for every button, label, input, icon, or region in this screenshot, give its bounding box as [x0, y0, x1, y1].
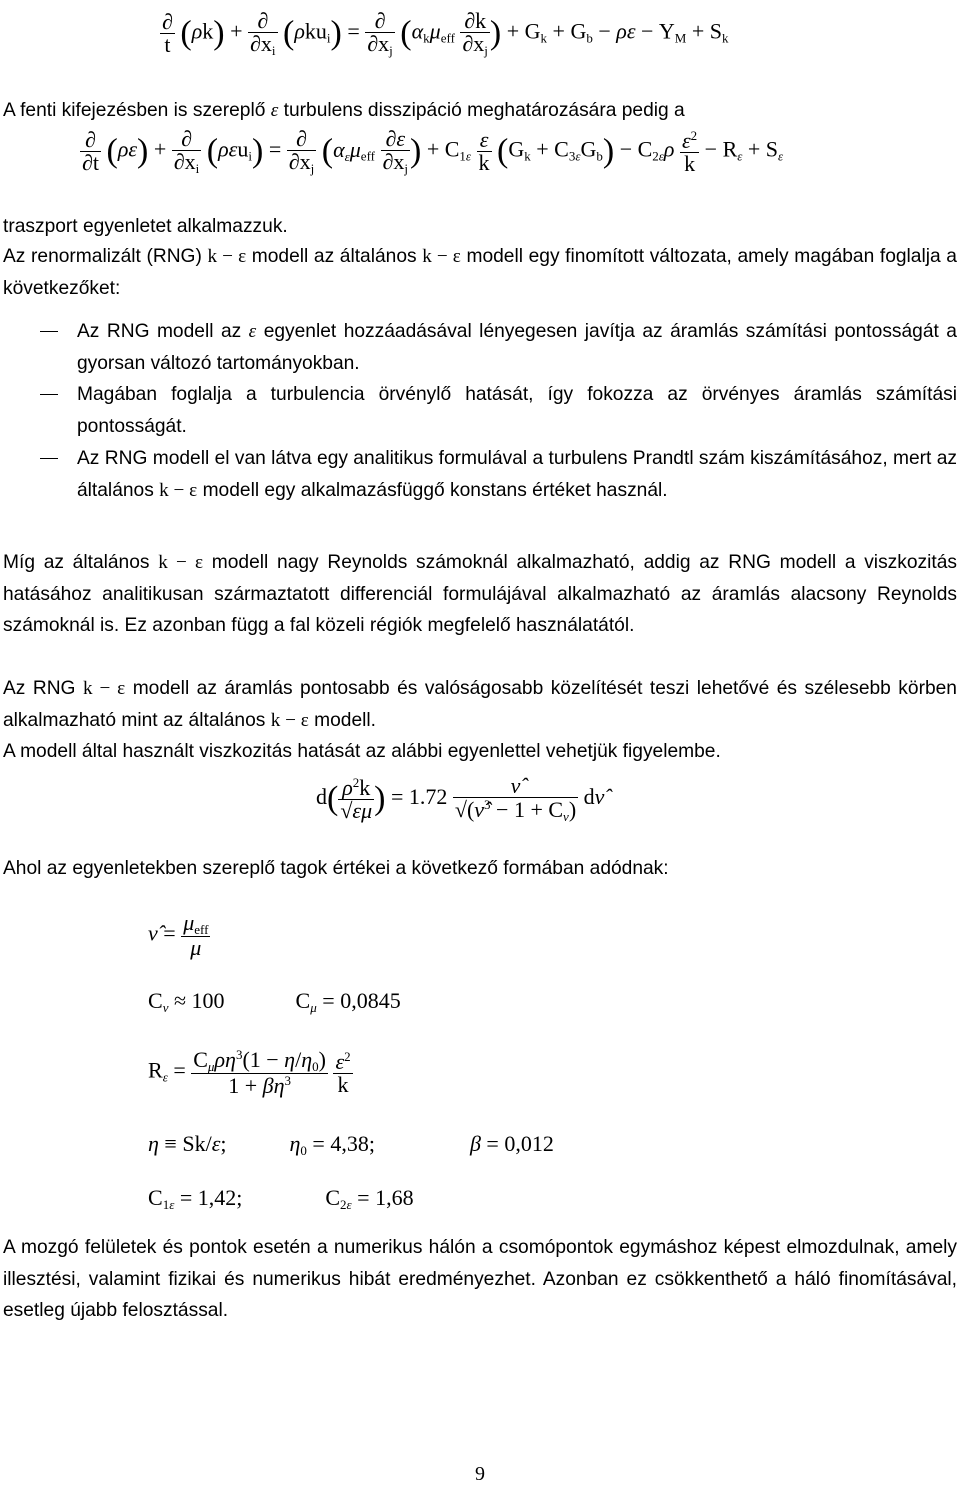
bullet-item-2: Magában foglalja a turbulencia örvénylő hatását, így fokozza az örvényes áramlás számítási pontosságát.: [77, 384, 957, 437]
def-nu-hat: ν̂ = $\frac{\mu_{eff}}{\mu}$: [148, 910, 209, 960]
equation-epsilon-transport: $\frac{\partial}{\partial t}$ (ρε) + $\frac{\partial}{\partial x_i}$ (ρεu$_i$) = $\frac{\partial}{\partial x_j}$ ($\alpha_\varepsilon\mu_{eff}$ $\frac{\partial\varepsilon}{\partial x_j}$ ) + $C_{1\varepsilon}$ $\frac{\varepsilon}{k}$ $(G_k + C_{3\varepsilon}G_b) - C_{2\varepsilon}\rho$ $\frac{\varepsilon^2}{k}$ − $R_\varepsilon + S_\varepsilon$: [82, 126, 784, 176]
equation-k-transport: $\frac{\partial}{t}$ (ρk) + $\frac{\partial}{\partial x_i}$ (ρku$_i$) = $\frac{\partial}{\partial x_j}$ ($\alpha_k\mu_{eff}$ $\frac{\partial k}{\partial x_j}$ ) + $G_k + G_b - \rho\varepsilon - Y_M + S_k$: [162, 8, 729, 58]
bullet-item-1: Az RNG modell az ε egyenlet hozzáadásával lényegesen javítja az áramlás számítási pontosságát a gyorsan változó tartományokban.: [77, 321, 957, 374]
bullet-marker: [40, 458, 58, 459]
paragraph-6: A modell által használt viszkozitás hatását az alábbi egyenlettel vehetjük figyelembe.: [3, 741, 721, 762]
page-number: 9: [475, 1463, 485, 1485]
paragraph-7: Ahol az egyenletekben szereplő tagok értékei a következő formában adódnak:: [3, 858, 669, 879]
def-r-epsilon: $R_\varepsilon$ = $\frac{C_\mu\rho\eta^3(1 - \eta/\eta_0)}{1 + \beta\eta^3}$ $\frac{\varepsilon^2}{k}$: [148, 1047, 351, 1098]
equation-viscosity: d( $\frac{\rho^2k}{√\varepsilon\mu}$ ) = 1.72 $\frac{\nû}{√(\nû^3 - 1 + C_\nu)}$ dν̂: [316, 773, 605, 824]
paragraph-8: A mozgó felületek és pontok esetén a numerikus hálón a csomópontok egymáshoz képest elmozdulnak, amely illesztési, valamint fizikai és numerikus hibát eredményezhet. Azonban ez csökkenthető a háló finomításával, esetleg újabb felosztással.: [3, 1237, 957, 1321]
def-c1-c2: $C_{1\varepsilon} = 1,42$; $C_{2\varepsilon} = 1,68$: [148, 1185, 414, 1212]
def-c-constants: $C_\nu \approx 100$ $C_\mu = 0,0845$: [148, 988, 401, 1015]
def-eta-beta: η ≡ Sk/ε; $\eta_0 = 4,38$; β = 0,012: [148, 1131, 554, 1158]
paragraph-4: Míg az általános k − ε modell nagy Reynolds számoknál alkalmazható, addig az RNG modell a viszkozitás hatásához analitikusan származtatott differenciál formulájával alkalmazható az áramlás alacsony Reynolds számoknál is. Ez azonban függ a fal közeli régiók megfelelő használatától.: [3, 552, 957, 636]
bullet-marker: [40, 394, 58, 395]
bullet-marker: [40, 331, 58, 332]
paragraph-1: A fenti kifejezésben is szereplő ε turbulens disszipáció meghatározására pedig a: [3, 100, 685, 121]
paragraph-2: traszport egyenletet alkalmazzuk.: [3, 216, 288, 237]
paragraph-5: Az RNG k − ε modell az áramlás pontosabb és valóságosabb közelítését teszi lehetővé és szélesebb körben alkalmazható mint az általános k − ε modell.: [3, 678, 957, 731]
paragraph-3: Az renormalizált (RNG) k − ε modell az általános k − ε modell egy finomított változata, amely magában foglalja a következőket:: [3, 246, 957, 299]
bullet-item-3: Az RNG modell el van látva egy analitikus formulával a turbulens Prandtl szám kiszámításához, mert az általános k − ε modell egy alkalmazásfüggő konstans értéket használ.: [77, 448, 957, 501]
